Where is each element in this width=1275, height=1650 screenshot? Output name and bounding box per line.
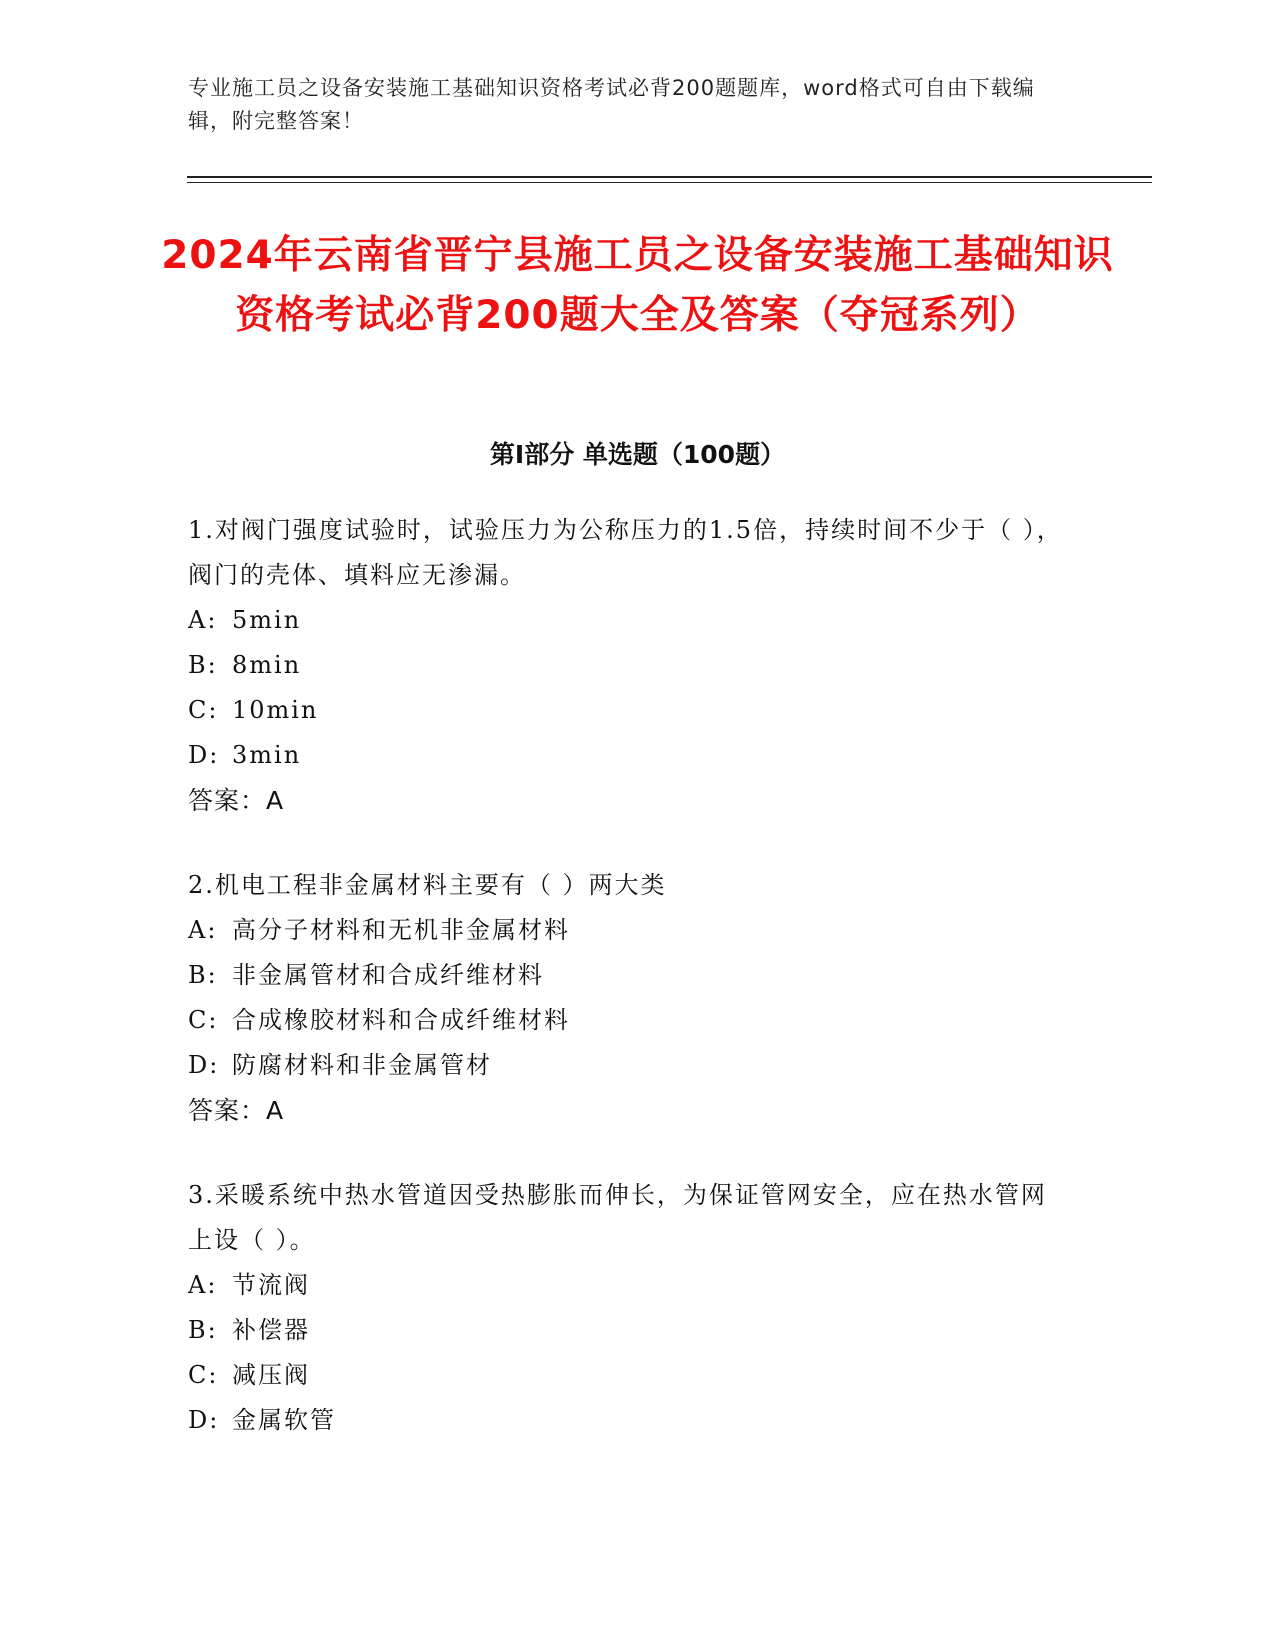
option-d: [188, 733, 1068, 778]
option-text: 减压阀: [232, 1361, 310, 1389]
option-b: [188, 643, 1068, 688]
option-d: [188, 1398, 1068, 1443]
option-text: 合成橡胶材料和合成纤维材料: [232, 1006, 570, 1034]
option-text: 高分子材料和无机非金属材料: [232, 916, 570, 944]
answer: 答案：A: [188, 1096, 285, 1125]
option-b: [188, 953, 1068, 998]
document-title: 2024年云南省晋宁县施工员之设备安装施工基础知识资格考试必背200题大全及答案（夺冠系列）: [161, 233, 1114, 338]
option-a: [188, 598, 1068, 643]
option-d: [188, 1043, 1068, 1088]
option-b: [188, 1308, 1068, 1353]
option-text: 非金属管材和合成纤维材料: [232, 961, 544, 989]
header-divider-thick: [187, 176, 1152, 178]
option-a: [188, 1263, 1068, 1308]
option-letter: D:: [188, 1051, 220, 1079]
option-letter: C:: [188, 1006, 219, 1034]
option-c: [188, 1353, 1068, 1398]
question-3: [188, 1173, 1068, 1443]
question-1: [188, 508, 1068, 823]
option-c: [188, 688, 1068, 733]
header-divider-thin: [187, 182, 1152, 183]
section-title: 第I部分 单选题（100题）: [489, 440, 786, 469]
header-note: 专业施工员之设备安装施工基础知识资格考试必背200题题库，word格式可自由下载编辑，附完整答案！: [188, 76, 1035, 133]
option-text: 5min: [232, 606, 302, 634]
question-text: 3.采暖系统中热水管道因受热膨胀而伸长，为保证管网安全，应在热水管网上设（ ）。: [188, 1181, 1047, 1254]
option-letter: D:: [188, 1406, 220, 1434]
option-letter: A:: [188, 916, 218, 944]
option-letter: C:: [188, 1361, 219, 1389]
option-letter: B:: [188, 651, 218, 679]
option-text: 8min: [232, 651, 302, 679]
question-2: [188, 863, 1068, 1133]
option-letter: B:: [188, 1316, 218, 1344]
question-text: 2.机电工程非金属材料主要有（ ）两大类: [188, 871, 667, 899]
option-text: 补偿器: [232, 1316, 310, 1344]
option-a: [188, 908, 1068, 953]
option-letter: D:: [188, 741, 220, 769]
option-text: 金属软管: [232, 1406, 336, 1434]
question-text: 1.对阀门强度试验时，试验压力为公称压力的1.5倍，持续时间不少于（ ），阀门的壳体、填料应无渗漏。: [188, 516, 1063, 589]
option-text: 防腐材料和非金属管材: [232, 1051, 492, 1079]
option-letter: C:: [188, 696, 219, 724]
option-text: 3min: [232, 741, 302, 769]
option-letter: A:: [188, 1271, 218, 1299]
option-c: [188, 998, 1068, 1043]
option-text: 节流阀: [232, 1271, 310, 1299]
option-letter: A:: [188, 606, 218, 634]
answer: 答案：A: [188, 786, 285, 815]
option-letter: B:: [188, 961, 218, 989]
option-text: 10min: [232, 696, 319, 724]
